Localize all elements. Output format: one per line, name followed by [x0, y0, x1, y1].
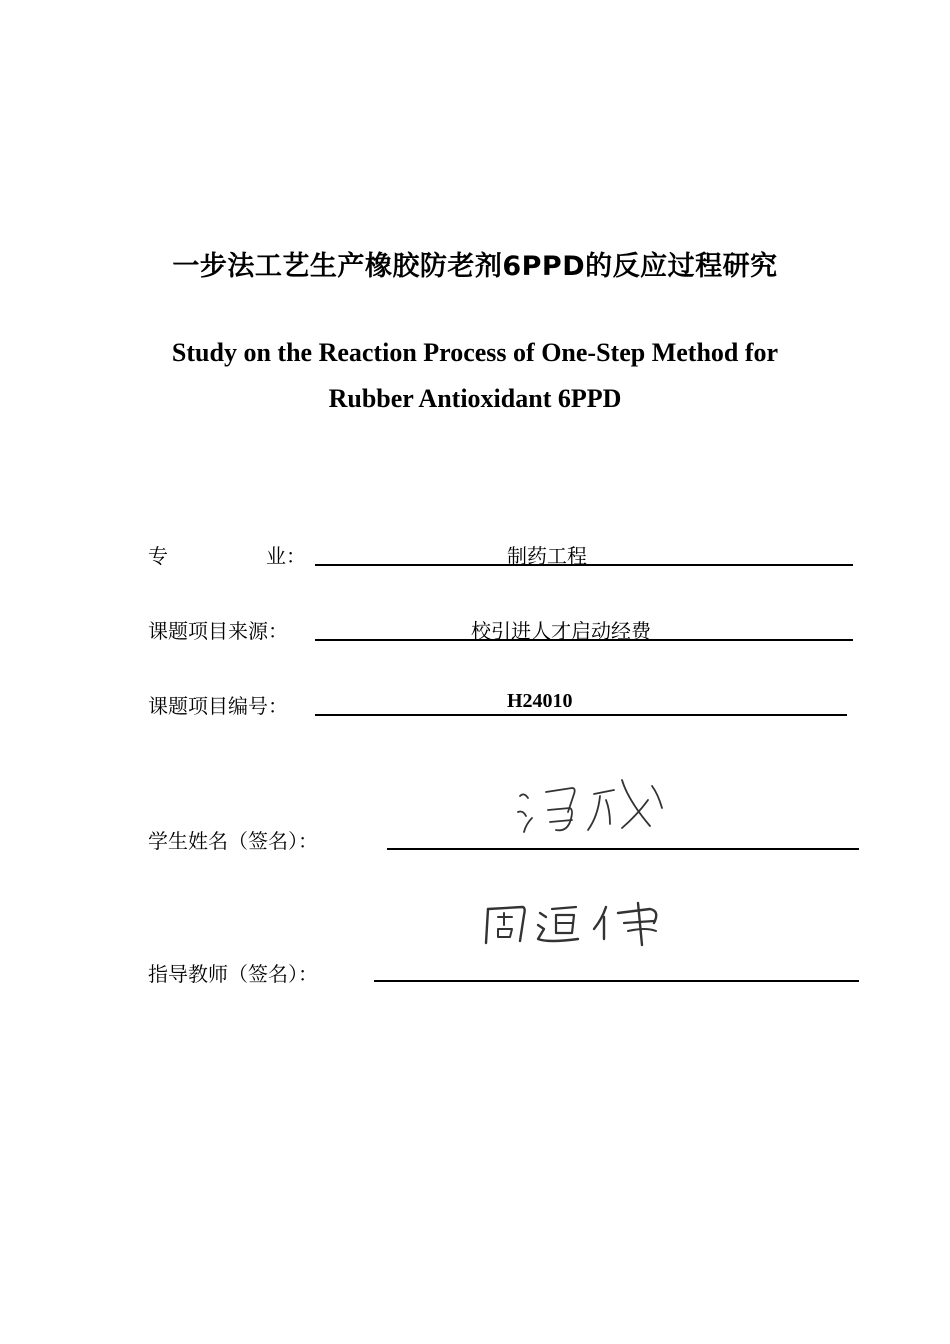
number-label: 课题项目编号： [148, 694, 288, 718]
chinese-title: 一步法工艺生产橡胶防老剂6PPD的反应过程研究 [172, 251, 778, 282]
english-title-line-1: Study on the Reaction Process of One-Step Method for [171, 338, 779, 367]
source-value: 校引进人才启动经费 [471, 619, 651, 643]
major-value: 制药工程 [507, 544, 587, 568]
english-title-line-2: Rubber Antioxidant 6PPD [328, 384, 622, 413]
major-label-second-char: 业： [266, 544, 306, 568]
student-signature-image [510, 770, 680, 840]
number-value: H24010 [507, 690, 573, 712]
number-underline [315, 714, 847, 716]
student-label: 学生姓名（签名）： [148, 829, 318, 853]
student-underline [387, 848, 859, 850]
advisor-signature-image [478, 895, 678, 955]
source-label: 课题项目来源： [148, 619, 288, 643]
major-label-first-char: 专 [148, 544, 168, 568]
advisor-underline [374, 980, 859, 982]
advisor-label: 指导教师（签名）： [148, 962, 318, 986]
english-title [0, 330, 950, 422]
